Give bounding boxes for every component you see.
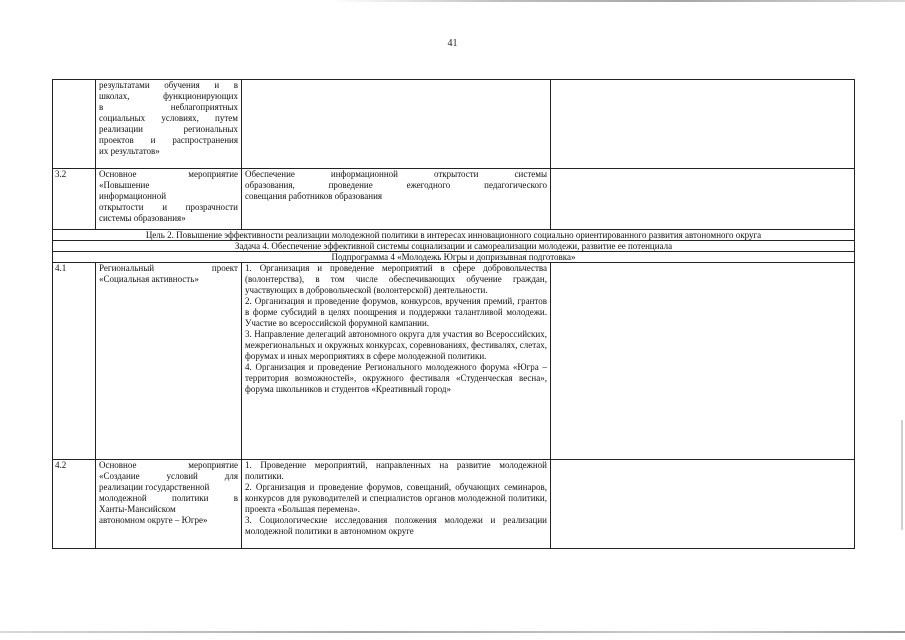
text-line: школах, функционирующих: [99, 91, 238, 101]
scan-edge-top: [330, 0, 905, 2]
text-line: «Повышение: [99, 180, 150, 190]
cell-extra-empty: [551, 263, 855, 460]
cell-extra-empty: [551, 80, 855, 169]
subprogram-heading-row: [53, 252, 855, 263]
scan-edge-bottom: [0, 631, 905, 633]
cell-number-empty: [53, 80, 96, 169]
text-line: системы образования»: [99, 213, 186, 223]
text-line: результатами обучения и в: [99, 80, 238, 90]
text-line: «Создание условий для: [99, 471, 238, 481]
text-line: реализации государственной: [99, 482, 210, 492]
text-line: социальных условиях, путем: [99, 113, 238, 123]
text-line: молодежной политики в: [99, 493, 238, 503]
cell-measure-name: [96, 169, 242, 230]
description-item: 1. Организация и проведение мероприятий в сфере добровольчества (волонтерства), в том числе обеспечивающих обучение граждан, участвующих в добровольческой (волонтерской) деятельности.: [245, 263, 547, 295]
table-row-3-2: [53, 169, 855, 230]
text-line: Региональный проект: [99, 263, 238, 273]
text-line: «Социальная активность»: [99, 274, 199, 284]
goal-heading-row: [53, 230, 855, 241]
table-row-carry-over: [53, 80, 855, 169]
cell-description: [242, 169, 551, 230]
cell-extra-empty: [551, 169, 855, 230]
description-item: 3. Направление делегаций автономного округа для участия во Всероссийских, межрегиональных и окружных конкурсах, соревнованиях, фестивалях, слетах, форумах и иных мероприятиях в сфере молодежной политики.: [245, 329, 547, 361]
text-line: открытости и прозрачности: [99, 202, 238, 212]
program-measures-table: [52, 79, 855, 549]
description-item: 2. Организация и проведение форумов, совещаний, обучающих семинаров, конкурсов для руководителей и специалистов органов молодежной политики, проекта «Большая перемена».: [245, 482, 547, 514]
description-item: 4. Организация и проведение Регионального молодежного форума «Югра – территория возможностей», окружного фестиваля «Студенческая весна», форума школьников и студентов «Креативный город»: [245, 362, 547, 394]
cell-number: 4.2: [53, 460, 96, 549]
scan-edge-right: [901, 420, 903, 530]
table-row-4-1: [53, 263, 855, 460]
cell-extra-empty: [551, 460, 855, 549]
text-line: автономном округе – Югре»: [99, 515, 208, 525]
task-heading: Задача 4. Обеспечение эффективной системы социализации и самореализации молодежи, развитие ее потенциала: [53, 241, 855, 252]
cell-description: [242, 460, 551, 549]
text-line: их результатов»: [99, 146, 160, 156]
description-item: 3. Социологические исследования положения молодежи и реализации молодежной политики в автономном округе: [245, 515, 547, 536]
cell-measure-name: [96, 460, 242, 549]
text-line: совещания работников образования: [245, 191, 383, 201]
cell-description: [242, 263, 551, 460]
subprogram-heading: Подпрограмма 4 «Молодежь Югры и допризывная подготовка»: [53, 252, 855, 263]
text-line: Обеспечение информационной открытости системы: [245, 169, 547, 179]
task-heading-row: [53, 241, 855, 252]
page-number: 41: [447, 38, 458, 49]
table-row-4-2: [53, 460, 855, 549]
text-line: информационной: [99, 191, 167, 201]
text-line: образования, проведение ежегодного педагогического: [245, 180, 547, 190]
text-line: Основное мероприятие: [99, 169, 238, 179]
goal-heading: Цель 2. Повышение эффективности реализации молодежной политики в интересах инновационного социально ориентированного развития автономного округа: [53, 230, 855, 241]
cell-measure-name: [96, 263, 242, 460]
text-line: Основное мероприятие: [99, 460, 238, 470]
description-item: 1. Проведение мероприятий, направленных на развитие молодежной политики.: [245, 460, 547, 481]
text-line: в неблагоприятных: [99, 102, 238, 112]
description-item: 2. Организация и проведение форумов, конкурсов, вручения премий, грантов в форме субсидий в целях поощрения и поддержки талантливой молодежи. Участие во всероссийской форумной кампании.: [245, 296, 547, 328]
cell-description-empty: [242, 80, 551, 169]
text-line: проектов и распространения: [99, 135, 238, 145]
cell-number: 4.1: [53, 263, 96, 460]
text-line: Ханты-Мансийском: [99, 504, 176, 514]
cell-measure-name-continued: [96, 80, 242, 169]
cell-number: 3.2: [53, 169, 96, 230]
text-line: реализации региональных: [99, 124, 238, 134]
